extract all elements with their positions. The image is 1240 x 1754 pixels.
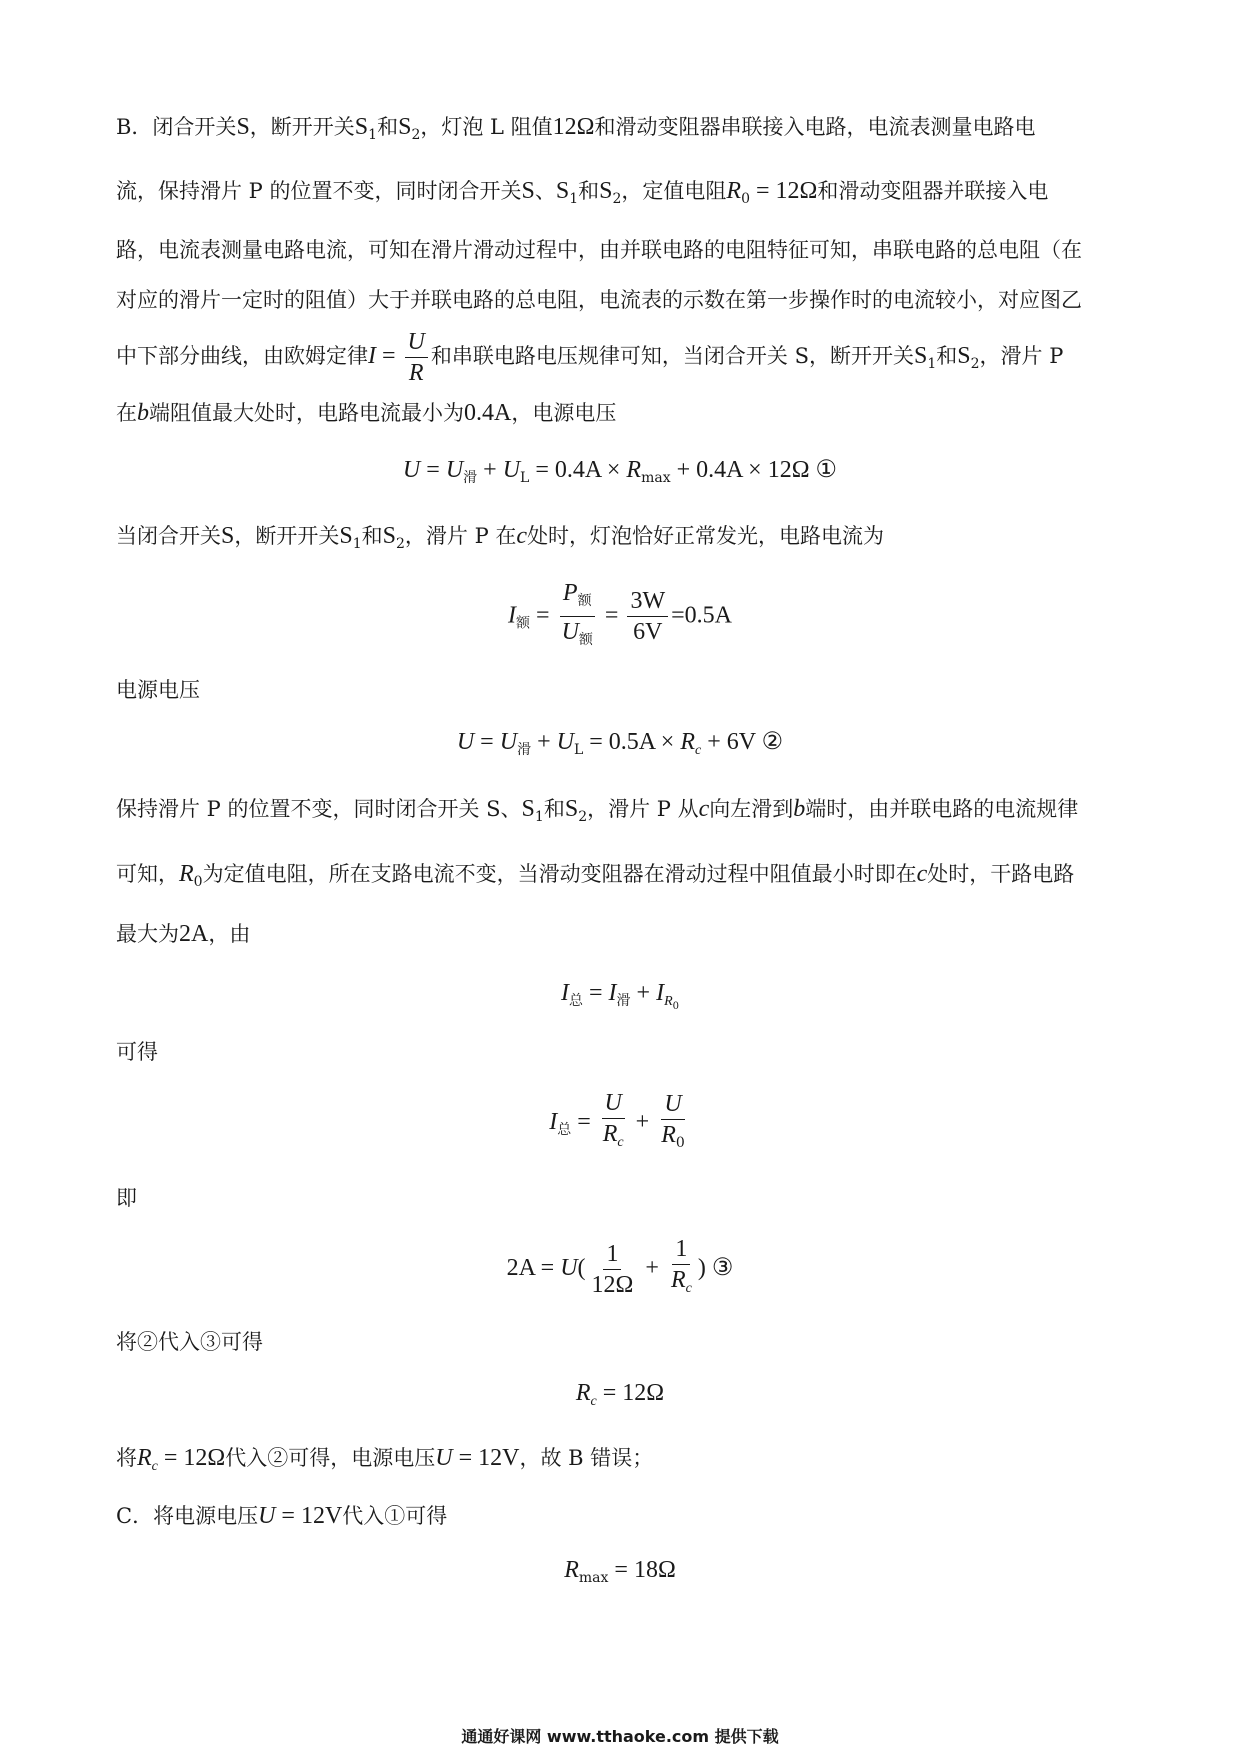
subscript: 滑 xyxy=(517,742,532,758)
text: 代入②可得，电源电压 xyxy=(225,1446,436,1470)
subscript: 2 xyxy=(396,536,405,552)
subscript: L xyxy=(520,470,530,486)
operator: + xyxy=(531,729,557,755)
text: 和串联电路电压规律可知，当闭合开关 S，断开开关 xyxy=(430,344,914,368)
value: ) ③ xyxy=(697,1255,734,1281)
text: B．闭合开关 xyxy=(116,115,237,139)
subscript: 2 xyxy=(411,127,421,143)
symbol: U xyxy=(556,729,574,755)
symbol: c xyxy=(516,523,528,549)
symbol: U xyxy=(560,1255,578,1281)
symbol: S xyxy=(599,178,613,204)
symbol: U xyxy=(402,457,421,483)
text: ，定值电阻 xyxy=(621,179,727,203)
value: = 0.4A × xyxy=(529,457,627,483)
symbol: R xyxy=(661,1121,676,1148)
symbol: S xyxy=(382,523,396,549)
text: C．将电源电压 xyxy=(116,1504,259,1528)
text-line xyxy=(116,920,250,948)
fraction xyxy=(559,578,596,655)
symbol: R xyxy=(602,1121,618,1147)
denominator: 6V xyxy=(633,619,663,645)
text: ，电源电压 xyxy=(511,401,617,425)
subscript: 0 xyxy=(672,1001,680,1012)
subscript: c xyxy=(617,1135,624,1150)
subscript: 额 xyxy=(577,593,592,609)
subscript: 0 xyxy=(193,874,203,890)
symbol: S xyxy=(555,178,570,204)
text-line xyxy=(116,1444,653,1481)
text: 代入①可得 xyxy=(342,1504,448,1528)
value: = 0.5A × xyxy=(583,729,681,755)
text-line xyxy=(116,1184,137,1212)
subscript: 总 xyxy=(568,993,583,1009)
operator: = xyxy=(582,980,609,1006)
symbol: S xyxy=(957,343,971,369)
symbol: I xyxy=(508,602,517,629)
text: 对应的滑片一定时的阻值）大于并联电路的总电阻，电流表的示数在第一步操作时的电流较小，对应图乙 xyxy=(116,288,1082,312)
text: 和 xyxy=(936,344,958,368)
subscript: 额 xyxy=(578,632,593,648)
operator: = xyxy=(420,457,446,483)
operator: + xyxy=(477,457,503,483)
text: 最大为 xyxy=(116,922,179,946)
symbol: P xyxy=(562,580,578,606)
text-line xyxy=(116,522,884,558)
symbol: S xyxy=(398,114,412,140)
symbol: U xyxy=(445,457,464,483)
text-line xyxy=(116,236,1082,264)
fraction xyxy=(658,1089,688,1158)
subscript: 1 xyxy=(368,127,378,143)
text: 中下部分曲线，由欧姆定律 xyxy=(116,344,368,368)
symbol: c xyxy=(916,861,928,887)
symbol: I xyxy=(608,980,617,1006)
text: 流，保持滑片 P 的位置不变，同时闭合开关 xyxy=(116,179,522,203)
operator: = xyxy=(474,729,500,755)
fraction xyxy=(668,1234,695,1304)
subscript: c xyxy=(590,1394,597,1409)
text: 端阻值最大处时，电路电流最小为 xyxy=(149,401,464,425)
subscript: max xyxy=(578,1570,609,1586)
denominator xyxy=(668,1265,695,1304)
symbol: S xyxy=(564,796,579,822)
text: ，故 B 错误； xyxy=(519,1446,654,1470)
value: = 12Ω xyxy=(596,1380,665,1406)
symbol: R xyxy=(670,1267,686,1293)
text: ，断开开关 xyxy=(249,115,355,139)
symbol: R xyxy=(680,729,695,755)
symbol: S xyxy=(339,523,353,549)
equation-2 xyxy=(0,578,1240,655)
text: 电源电压 xyxy=(116,678,200,702)
text: 和 xyxy=(361,524,383,548)
text: 和 xyxy=(578,179,600,203)
text: 路，电流表测量电路电流，可知在滑片滑动过程中，由并联电路的电阻特征可知，串联电路的总电阻（在 xyxy=(116,238,1082,262)
operator: + xyxy=(630,980,657,1006)
symbol: U xyxy=(499,729,518,755)
symbol: R xyxy=(179,861,194,887)
operator: + xyxy=(629,1109,656,1135)
text: 和滑动变阻器并联接入电 xyxy=(817,179,1049,203)
text: 处时，干路电路 xyxy=(927,862,1075,886)
subscript: 0 xyxy=(675,1134,685,1151)
text-line xyxy=(116,1038,158,1066)
fraction xyxy=(600,1088,627,1158)
text: 保持滑片 P 的位置不变，同时闭合开关 S、 xyxy=(116,797,522,821)
text-line xyxy=(116,1502,447,1530)
numerator: 3W xyxy=(627,586,668,617)
symbol: S xyxy=(521,796,535,822)
text: ，由 xyxy=(208,922,251,946)
symbol: R xyxy=(564,1557,579,1583)
text: 将 xyxy=(116,1446,137,1470)
equation-1 xyxy=(0,455,1240,487)
value: + 0.4A × 12Ω ① xyxy=(670,457,838,483)
symbol: U xyxy=(561,619,579,645)
text-line xyxy=(116,177,1048,213)
equation-8 xyxy=(0,1557,1240,1586)
text-line xyxy=(116,113,1036,149)
value: = 18Ω xyxy=(608,1557,676,1583)
numerator xyxy=(560,578,595,617)
operator: = xyxy=(598,602,625,629)
symbol: S xyxy=(221,523,235,549)
text: 将②代入③可得 xyxy=(116,1330,263,1354)
numerator: 1 xyxy=(672,1234,690,1265)
symbol: U xyxy=(456,729,475,755)
subscript: 滑 xyxy=(616,993,631,1009)
equation-4 xyxy=(0,980,1240,1012)
value: = 12Ω xyxy=(750,178,818,204)
equation-3 xyxy=(0,727,1240,759)
subscript: 1 xyxy=(927,356,937,372)
subscript: 1 xyxy=(569,191,579,207)
page-footer: 通通好课网 www.tthaoke.com 提供下载 xyxy=(461,1727,779,1746)
text: 和 xyxy=(377,115,399,139)
subscript: L xyxy=(573,742,584,758)
value: = 12Ω xyxy=(157,1445,226,1471)
text: 为定值电阻，所在支路电流不变，当滑动变阻器在滑动过程中阻值最小时即在 xyxy=(202,862,917,886)
symbol: U xyxy=(435,1445,453,1471)
equation-5 xyxy=(0,1088,1240,1158)
text: 可知， xyxy=(116,862,179,886)
denominator: R xyxy=(408,360,424,386)
numerator: U xyxy=(661,1089,684,1120)
equation-6 xyxy=(0,1234,1240,1304)
denominator xyxy=(658,1120,688,1158)
text: 端时，由并联电路的电流规律 xyxy=(805,797,1079,821)
subscript: 0 xyxy=(741,191,750,207)
fraction xyxy=(405,327,428,388)
symbol: I xyxy=(560,980,569,1006)
subscript: 2 xyxy=(612,191,622,207)
subscript: 总 xyxy=(557,1122,572,1138)
symbol: b xyxy=(137,400,149,426)
text: 、 xyxy=(534,179,556,203)
subscript: 1 xyxy=(352,536,362,552)
value: 2A = xyxy=(506,1255,561,1281)
denominator xyxy=(559,617,596,655)
value: 2A xyxy=(179,921,209,947)
text-line xyxy=(116,326,1063,394)
symbol: R xyxy=(726,178,742,204)
subscript: 1 xyxy=(534,809,544,825)
value: + 6V ② xyxy=(701,729,784,755)
text-line xyxy=(116,399,616,427)
text: ，滑片 P 从 xyxy=(587,797,699,821)
symbol: I xyxy=(549,1109,558,1135)
text: 处时，灯泡恰好正常发光，电路电流为 xyxy=(527,524,885,548)
text: ，断开开关 xyxy=(234,524,340,548)
symbol: S xyxy=(913,343,928,369)
fraction xyxy=(589,1239,637,1300)
subscript: 滑 xyxy=(463,470,478,486)
subscript: 额 xyxy=(516,615,531,632)
fraction xyxy=(627,586,668,647)
equation-7 xyxy=(0,1380,1240,1410)
text-line xyxy=(116,1328,263,1356)
text: ，滑片 P 在 xyxy=(404,524,517,548)
operator: = xyxy=(376,343,402,369)
subscript: 2 xyxy=(578,809,588,825)
text-line xyxy=(116,286,1082,314)
subscript: 2 xyxy=(970,356,980,372)
text: ，滑片 P xyxy=(979,344,1064,368)
text: 即 xyxy=(116,1186,137,1210)
subscript: c xyxy=(685,1281,692,1296)
symbol: c xyxy=(698,796,710,822)
operator: + xyxy=(639,1255,665,1281)
operator: = xyxy=(530,602,556,629)
subscript: R xyxy=(664,994,673,1009)
value: 0.4A xyxy=(464,400,512,426)
text: 在 xyxy=(116,401,137,425)
symbol: R xyxy=(575,1380,591,1406)
numerator: U xyxy=(405,327,428,358)
text: 和 xyxy=(543,797,565,821)
symbol: I xyxy=(656,980,665,1006)
text-line xyxy=(116,860,1074,896)
text: 和滑动变阻器串联接入电路，电流表测量电路电 xyxy=(594,115,1036,139)
subscript: c xyxy=(151,1459,158,1474)
value: 12Ω xyxy=(552,114,595,140)
symbol: R xyxy=(137,1445,152,1471)
text-line xyxy=(116,795,1078,831)
text: ，灯泡 L 阻值 xyxy=(420,115,553,139)
value: = 12V xyxy=(275,1503,343,1529)
symbol: S xyxy=(354,114,369,140)
text-line xyxy=(116,676,200,704)
subscript: c xyxy=(695,743,702,758)
text: 可得 xyxy=(116,1040,158,1064)
symbol: U xyxy=(502,457,521,483)
symbol: U xyxy=(258,1503,276,1529)
value: =0.5A xyxy=(671,602,732,629)
text: 向左滑到 xyxy=(709,797,794,821)
numerator: U xyxy=(602,1088,625,1119)
text: 当闭合开关 xyxy=(116,524,221,548)
denominator xyxy=(600,1119,627,1158)
symbol: b xyxy=(793,796,806,822)
symbol: S xyxy=(236,114,250,140)
numerator: 1 xyxy=(603,1239,621,1270)
subscript: max xyxy=(641,470,671,486)
value: = 12V xyxy=(452,1445,520,1471)
symbol: S xyxy=(521,178,535,204)
symbol: R xyxy=(626,457,642,483)
operator: = xyxy=(571,1109,597,1135)
operator: ( xyxy=(577,1255,586,1281)
symbol: I xyxy=(368,343,376,369)
denominator: 12Ω xyxy=(591,1271,634,1298)
